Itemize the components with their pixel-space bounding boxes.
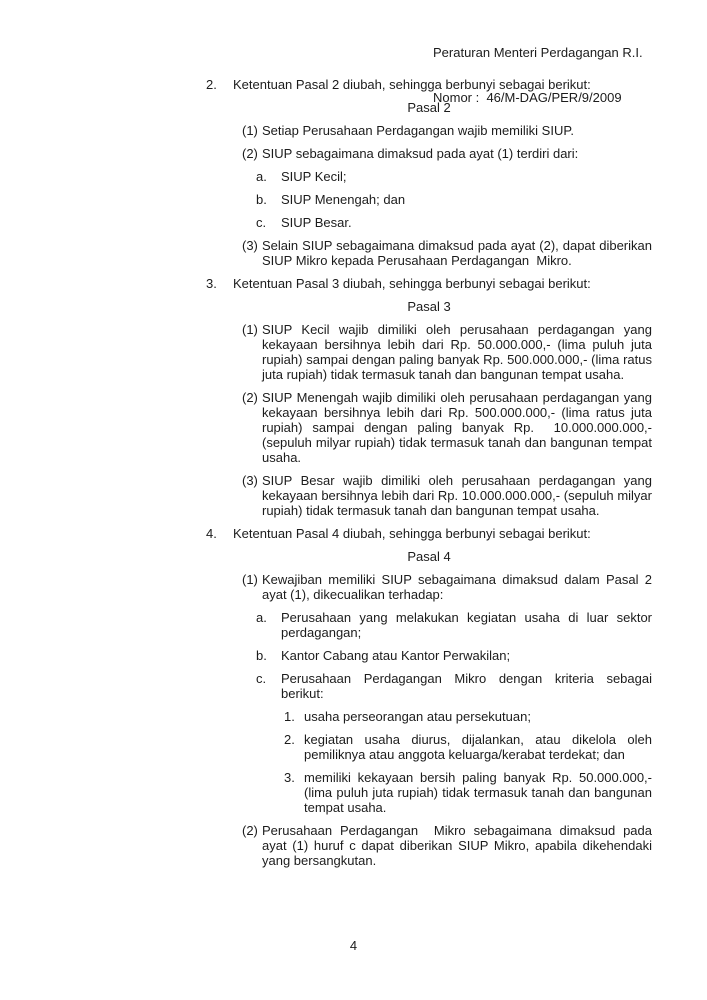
amendment-lead-text: Ketentuan Pasal 3 diubah, sehingga berbunyi sebagai berikut:	[233, 276, 591, 291]
letter-text: SIUP Menengah; dan	[281, 192, 406, 207]
amendment-number: 4.	[206, 526, 217, 541]
letter-marker: a.	[256, 610, 267, 625]
criteria-number: 2.	[284, 732, 295, 747]
letter-item	[206, 610, 656, 640]
letter-marker: c.	[256, 215, 267, 230]
ayat-text: SIUP sebagaimana dimaksud pada ayat (1) terdiri dari:	[262, 146, 579, 161]
ayat-text: SIUP Besar wajib dimiliki oleh perusahaan perdagangan yang kekayaan bersihnya lebih dari Rp. 10.000.000.000,- (sepuluh milyar rupiah) tidak termasuk tanah dan bangunan tempat usaha.	[262, 473, 656, 518]
pasal-heading: Pasal 3	[407, 299, 451, 314]
letter-item	[206, 192, 652, 207]
letter-marker: c.	[256, 671, 267, 686]
ayat-item	[206, 123, 652, 138]
letter-item	[206, 169, 652, 184]
ayat-text: Setiap Perusahaan Perdagangan wajib memiliki SIUP.	[262, 123, 574, 138]
amendment-item	[206, 276, 652, 291]
amendment-item	[206, 526, 652, 541]
criteria-number: 1.	[284, 709, 295, 724]
amendment-lead-text: Ketentuan Pasal 4 diubah, sehingga berbunyi sebagai berikut:	[233, 526, 591, 541]
ayat-marker: (1)	[242, 322, 258, 337]
criteria-text: kegiatan usaha diurus, dijalankan, atau dikelola oleh pemiliknya atau anggota keluarga/kerabat terdekat; dan	[304, 732, 656, 762]
ayat-item	[206, 238, 656, 268]
ayat-text: SIUP Kecil wajib dimiliki oleh perusahaan perdagangan yang kekayaan bersihnya lebih dari Rp. 50.000.000,- (lima puluh juta rupiah) sampai dengan paling banyak Rp. 500.000.000,- (lima ratus juta rupiah) tidak termasuk tanah dan bangunan tempat usaha.	[262, 322, 656, 382]
ayat-text: SIUP Menengah wajib dimiliki oleh perusahaan perdagangan yang kekayaan bersihnya lebih dari Rp. 500.000.000,- (lima ratus juta rupiah) sampai dengan paling banyak Rp. 10.000.000.000,- (sepuluh milyar rupiah) tidak termasuk tanah dan bangunan tempat usaha.	[262, 390, 656, 465]
amendment-section-pasal-4	[206, 526, 656, 868]
ayat-marker: (3)	[242, 473, 258, 488]
criteria-text: usaha perseorangan atau persekutuan;	[304, 709, 531, 724]
letter-text: Kantor Cabang atau Kantor Perwakilan;	[281, 648, 511, 663]
ayat-marker: (2)	[242, 823, 258, 838]
amendment-section-pasal-2	[206, 77, 656, 268]
letter-marker: a.	[256, 169, 267, 184]
ayat-marker: (1)	[242, 123, 258, 138]
criteria-item	[206, 732, 656, 762]
criteria-item	[206, 709, 652, 724]
criteria-number: 3.	[284, 770, 295, 785]
ayat-item	[206, 322, 656, 382]
document-body	[206, 77, 656, 876]
page-number: 4	[349, 938, 358, 953]
letter-text: SIUP Kecil;	[281, 169, 347, 184]
ayat-marker: (3)	[242, 238, 258, 253]
amendment-number: 2.	[206, 77, 217, 92]
criteria-text: memiliki kekayaan bersih paling banyak Rp. 50.000.000,- (lima puluh juta rupiah) tidak termasuk tanah dan bangunan tempat usaha.	[304, 770, 656, 815]
ayat-marker: (2)	[242, 146, 258, 161]
ayat-item	[206, 473, 656, 518]
amendment-number: 3.	[206, 276, 217, 291]
letter-item	[206, 671, 656, 701]
ayat-item	[206, 390, 656, 465]
ayat-text: Kewajiban memiliki SIUP sebagaimana dimaksud dalam Pasal 2 ayat (1), dikecualikan terhadap:	[262, 572, 656, 602]
ayat-text: Perusahaan Perdagangan Mikro sebagaimana dimaksud pada ayat (1) huruf c dapat diberikan SIUP Mikro, apabila dikehendaki yang bersangkutan.	[262, 823, 656, 868]
letter-marker: b.	[256, 648, 267, 663]
letter-item	[206, 648, 652, 663]
letter-text: SIUP Besar.	[281, 215, 352, 230]
ayat-text: Selain SIUP sebagaimana dimaksud pada ayat (2), dapat diberikan SIUP Mikro kepada Perusahaan Perdagangan Mikro.	[262, 238, 656, 268]
letter-text: Perusahaan Perdagangan Mikro dengan kriteria sebagai berikut:	[281, 671, 656, 701]
letter-item	[206, 215, 652, 230]
criteria-item	[206, 770, 656, 815]
pasal-heading: Pasal 4	[407, 549, 451, 564]
header-regulation-number: Nomor : 46/M-DAG/PER/9/2009	[433, 90, 622, 105]
amendment-item	[206, 77, 652, 92]
pasal-heading: Pasal 2	[407, 100, 451, 115]
document-footer	[0, 938, 707, 953]
amendment-lead-text: Ketentuan Pasal 2 diubah, sehingga berbunyi sebagai berikut:	[233, 77, 591, 92]
ayat-item	[206, 823, 656, 868]
ayat-item	[206, 146, 652, 161]
header-regulation-title: Peraturan Menteri Perdagangan R.I.	[433, 45, 643, 60]
letter-text: Perusahaan yang melakukan kegiatan usaha di luar sektor perdagangan;	[281, 610, 656, 640]
ayat-marker: (2)	[242, 390, 258, 405]
ayat-marker: (1)	[242, 572, 258, 587]
letter-marker: b.	[256, 192, 267, 207]
ayat-item	[206, 572, 656, 602]
amendment-section-pasal-3	[206, 276, 656, 518]
